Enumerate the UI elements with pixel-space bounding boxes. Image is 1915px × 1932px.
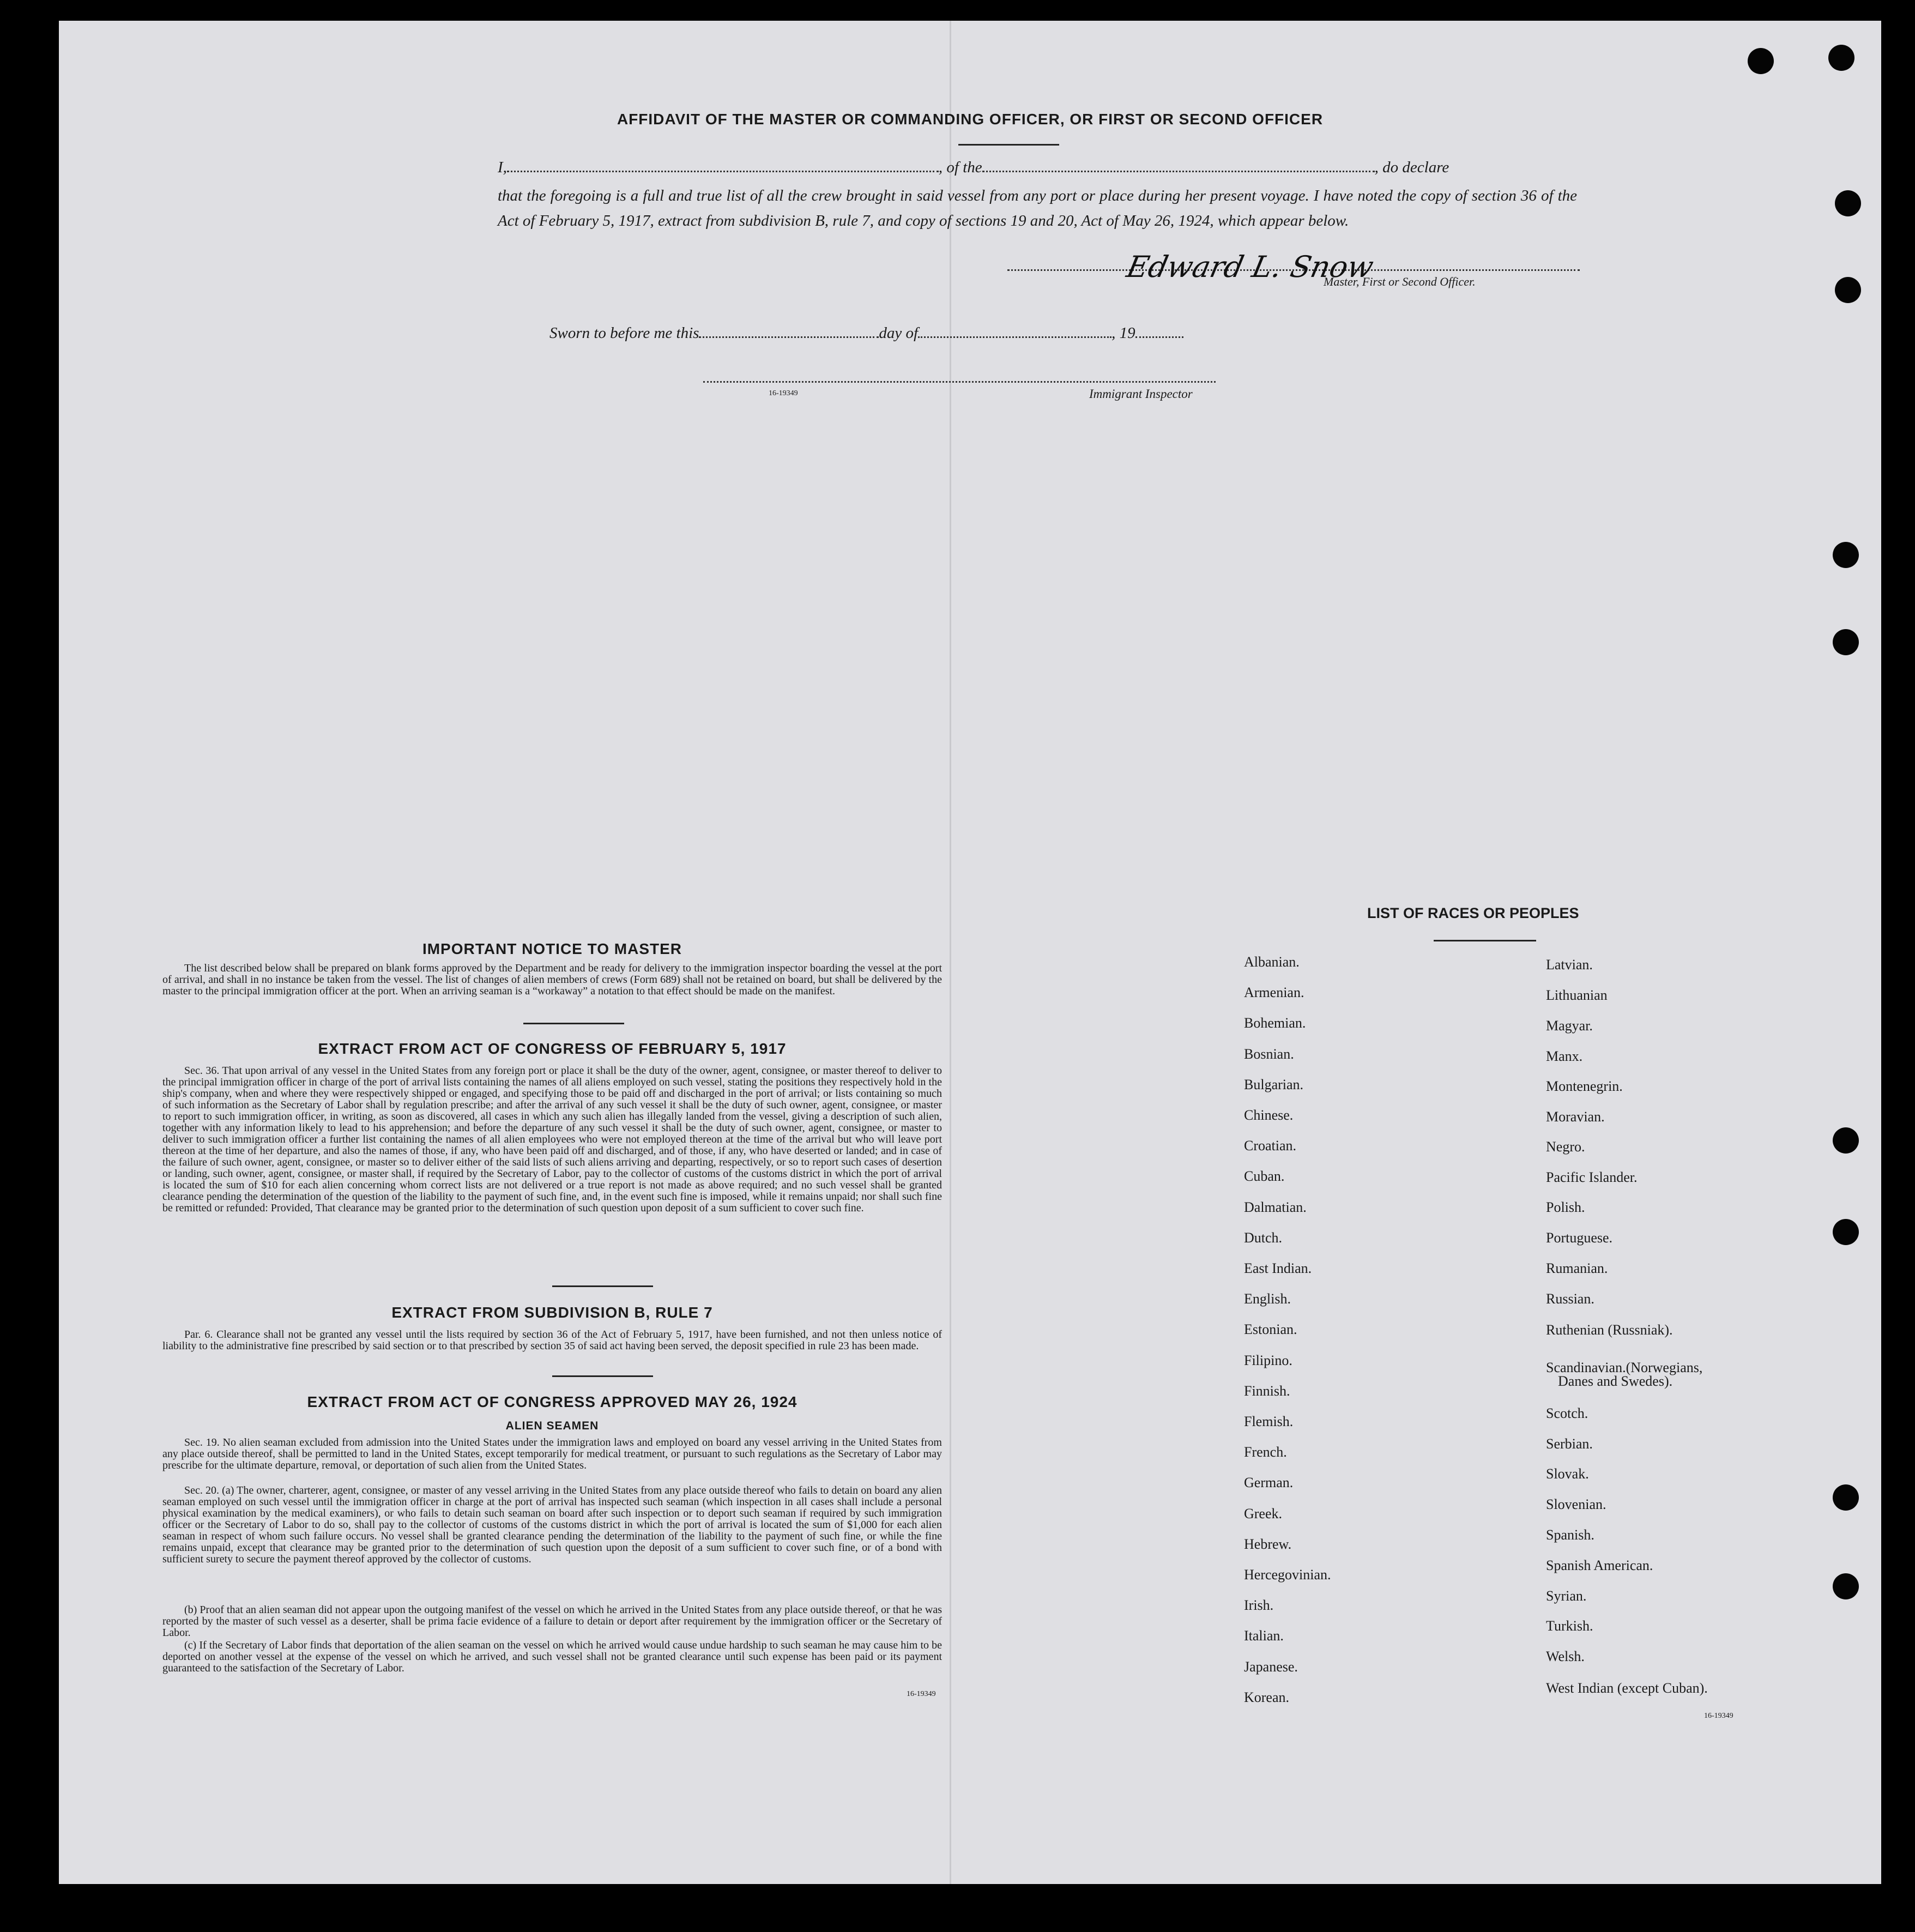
punch-hole — [1833, 1484, 1859, 1511]
sworn-month-blank[interactable] — [918, 336, 1111, 338]
race-item: Dalmatian. — [1244, 1199, 1307, 1215]
document-page — [59, 21, 1881, 1884]
extract-1917-text: Sec. 36. That upon arrival of any vessel in the United States from any foreign port or place it shall be the duty of the owner, agent, consignee, or master thereof to deliver to the principal immigration officer in charge of the port of arrival lists containing the names of all aliens employed on such vessel, stating the positions they respectively hold in the ship's company, when and where they were respectively shipped or engaged, and specifying those to be paid off and discharged in the port of arrival; or lists containing so much of such information as the Secretary of Labor shall by regulation prescribe; and after the arrival of any such vessel it shall be the duty of such owner, agent, consignee, or master to report to such immigration officer, in writing, as soon as discovered, all cases in which any such alien has illegally landed from the vessel, giving a description of such alien, together with any information likely to lead to his apprehension; and before the departure of any such vessel it shall be the duty of such owner, agent, consignee, or master to deliver to such immigration officer a further list containing the names of all alien employees who were not employed thereon at the time of the arrival but who will leave port thereon at the time of her departure, and also the names of those, if any, who have been paid off and discharged, and of those, if any, who have deserted or landed; and in case of the failure of such owner, agent, consignee, or master so to deliver either of the said lists of such aliens arriving and departing, respectively, or so to report such cases of desertion or landing, such owner, agent, consignee, or master shall, if required by the Secretary of Labor, pay to the collector of customs of the customs district in which the port of arrival is located the sum of $10 for each alien concerning whom correct lists are not delivered or a true report is not made as above required; and no such vessel shall be granted clearance pending the determination of the question of the liability to the payment of such fine, and, in the event such fine is imposed, while it remains unpaid; nor shall such fine be remitted or refunded: Provided, That clearance may be granted prior to the determination of such question upon deposit of a sum sufficient to cover such fine. — [162, 1065, 942, 1214]
punch-hole — [1833, 1573, 1859, 1599]
race-item: Hercegovinian. — [1244, 1567, 1331, 1583]
race-item: Lithuanian — [1546, 987, 1608, 1003]
affidavit-body: that the foregoing is a full and true list of all the crew brought in said vessel from any port or place during her present voyage. I have noted the copy of section 36 of the Act of February 5, 1917, extract from subdivision B, rule 7, and copy of sections 19 and 20, Act of May 26, 1924, which appear below. — [498, 187, 1577, 230]
sworn-start: Sworn to before me this — [549, 324, 699, 342]
sec20a-text: Sec. 20. (a) The owner, charterer, agent, consignee, or master of any vessel arriving in the United States from any place outside thereof who fails to detain on board any alien seaman employed on such vessel until the immigration officer in charge at the port of arrival has inspected such seaman (which inspection in all cases shall include a personal physical examination by the medical examiners), or who fails to detain such seaman on board after such inspection or to deport such seaman if required by such immigration officer or the Secretary of Labor to do so, shall pay to the collector of customs of the customs district in which the port of arrival is located the sum of $1,000 for each alien seaman in respect of whom such failure occurs. No vessel shall be granted clearance pending the determination of the liability to the payment of such fine, or while the fine remains unpaid, except that clearance may be granted prior to the determination of such question upon the deposit of a sum sufficient to cover such fine, or of a bond with sufficient surety to secure the payment thereof approved by the collector of customs. — [162, 1484, 942, 1565]
race-item: Slovak. — [1546, 1466, 1589, 1482]
form-number-right: 16-19349 — [1704, 1712, 1733, 1720]
title-rule — [958, 144, 1059, 146]
extract-1924-title: EXTRACT FROM ACT OF CONGRESS APPROVED MAY 26, 1924 — [307, 1393, 798, 1410]
affidavit-title: AFFIDAVIT OF THE MASTER OR COMMANDING OFFICER, OR FIRST OR SECOND OFFICER — [617, 111, 1324, 128]
declaration-mid: , of the — [938, 159, 982, 176]
race-item: Slovenian. — [1546, 1496, 1606, 1512]
race-item: Albanian. — [1244, 954, 1300, 970]
punch-hole — [1833, 542, 1859, 568]
sworn-date-blank[interactable] — [699, 336, 879, 338]
race-item: Finnish. — [1244, 1382, 1290, 1399]
race-item: Dutch. — [1244, 1229, 1283, 1246]
race-item: Moravian. — [1546, 1109, 1605, 1125]
punch-hole — [1828, 45, 1854, 71]
race-item: Scotch. — [1546, 1405, 1588, 1421]
sworn-day-label: day of — [879, 324, 919, 342]
race-item: Italian. — [1244, 1628, 1284, 1644]
punch-hole — [1835, 277, 1861, 303]
race-item: Bulgarian. — [1244, 1076, 1304, 1092]
race-item: Scandinavian.(Norwegians, — [1546, 1360, 1703, 1375]
signature: Edward L. Snow — [1123, 250, 1377, 284]
race-item: Irish. — [1244, 1597, 1274, 1614]
notice-title: IMPORTANT NOTICE TO MASTER — [422, 940, 682, 957]
rule7-rule — [552, 1375, 653, 1377]
race-item: Manx. — [1546, 1048, 1583, 1064]
race-item: Danes and Swedes). — [1558, 1373, 1673, 1389]
races-rule — [1434, 940, 1536, 941]
race-item: Polish. — [1546, 1199, 1585, 1215]
inspector-caption: Immigrant Inspector — [1089, 387, 1193, 401]
race-item: Bohemian. — [1244, 1015, 1306, 1031]
declaration-start: I, — [498, 159, 507, 176]
race-item: Negro. — [1546, 1139, 1585, 1155]
name-blank[interactable] — [507, 170, 939, 172]
notice-rule — [523, 1023, 624, 1024]
race-item: Ruthenian (Russniak). — [1546, 1322, 1673, 1338]
alien-seamen-subtitle: ALIEN SEAMEN — [505, 1420, 599, 1432]
race-item: East Indian. — [1244, 1260, 1312, 1276]
race-item: Korean. — [1244, 1689, 1290, 1705]
race-item: Estonian. — [1244, 1321, 1297, 1338]
extract-1917-title: EXTRACT FROM ACT OF CONGRESS OF FEBRUARY 5, 1917 — [318, 1040, 787, 1057]
race-item: Bosnian. — [1244, 1046, 1294, 1062]
race-item: French. — [1244, 1444, 1287, 1460]
race-item: Latvian. — [1546, 957, 1593, 973]
vessel-blank[interactable] — [982, 170, 1375, 172]
punch-hole — [1833, 1127, 1859, 1154]
race-item: Montenegrin. — [1546, 1078, 1623, 1094]
sec20c-text: (c) If the Secretary of Labor finds that deportation of the alien seaman on the vessel on which he arrived would cause undue hardship to such seaman he may cause him to be deported on another vessel at the expense of the vessel on which he arrived, and such vessel shall not be granted clearance until such expense has been paid or its payment guaranteed to the satisfaction of the Secretary of Labor. — [162, 1639, 942, 1674]
affidavit-declaration-line — [498, 159, 1577, 177]
form-number-top: 16-19349 — [769, 389, 798, 397]
rule7-text: Par. 6. Clearance shall not be granted any vessel until the lists required by section 36 of the Act of February 5, 1917, have been furnished, and not then unless notice of liability to the administrative fine prescribed by said section or to that prescribed by section 35 of said act having been served, the deposit specified in rule 23 has been made. — [162, 1329, 942, 1352]
sec20b-text: (b) Proof that an alien seaman did not appear upon the outgoing manifest of the vessel on which he arrived in the United States from any place outside thereof, or that he was reported by the master of such vessel as a deserter, shall be prima facie evidence of a failure to detain or deport after requirement by the immigration officer or the Secretary of Labor. — [162, 1604, 942, 1639]
race-item: Croatian. — [1244, 1138, 1297, 1154]
race-item: Portuguese. — [1546, 1230, 1613, 1246]
race-item: Hebrew. — [1244, 1536, 1292, 1552]
race-item: Greek. — [1244, 1505, 1283, 1522]
sec19-text: Sec. 19. No alien seaman excluded from admission into the United States under the immigration laws and employed on board any vessel arriving in the United States from any place outside thereof, shall be permitted to land in the United States, except temporarily for medical treatment, or pursuant to such regulations as the Secretary of Labor may prescribe for the ultimate departure, removal, or deportation of such alien from the United States. — [162, 1436, 942, 1471]
notice-text: The list described below shall be prepared on blank forms approved by the Department and be ready for delivery to the immigration inspector boarding the vessel at the port of arrival, and shall in no instance be taken from the vessel. The list of changes of alien members of crews (Form 689) shall not be retained on board, but shall be delivered by the master to the principal immigration officer at the port. When an arriving seaman is a “workaway” a notation to that effect should be made on the manifest. — [162, 962, 942, 997]
race-item: Cuban. — [1244, 1168, 1285, 1185]
punch-hole — [1835, 190, 1861, 216]
signature-caption: Master, First or Second Officer. — [1324, 275, 1476, 288]
rule7-title: EXTRACT FROM SUBDIVISION B, RULE 7 — [391, 1304, 713, 1321]
sworn-year-blank[interactable] — [1135, 336, 1183, 338]
race-item: Magyar. — [1546, 1018, 1593, 1034]
race-item: Spanish American. — [1546, 1557, 1653, 1573]
race-item: Chinese. — [1244, 1107, 1294, 1123]
punch-hole — [1833, 629, 1859, 655]
race-item: Syrian. — [1546, 1588, 1587, 1604]
form-number-left: 16-19349 — [907, 1690, 936, 1698]
race-item: Turkish. — [1546, 1618, 1593, 1634]
declaration-end: , do declare — [1374, 159, 1449, 176]
races-title: LIST OF RACES OR PEOPLES — [1367, 905, 1579, 921]
race-item: Pacific Islander. — [1546, 1169, 1638, 1185]
race-item: Rumanian. — [1546, 1260, 1608, 1276]
punch-hole — [1833, 1219, 1859, 1245]
sworn-year-label: , 19 — [1111, 324, 1135, 342]
race-item: Welsh. — [1546, 1649, 1585, 1664]
race-item: English. — [1244, 1291, 1291, 1307]
inspector-signature-line — [703, 379, 1216, 383]
sworn-line — [549, 324, 1313, 342]
race-item: West Indian (except Cuban). — [1546, 1680, 1708, 1696]
page-fold — [950, 21, 951, 1884]
race-item: Armenian. — [1244, 985, 1304, 1001]
race-item: Spanish. — [1546, 1527, 1594, 1543]
race-item: Serbian. — [1546, 1436, 1593, 1452]
extract-1917-rule — [552, 1285, 653, 1287]
race-item: Japanese. — [1244, 1658, 1298, 1675]
race-item: German. — [1244, 1475, 1294, 1491]
race-item: Filipino. — [1244, 1352, 1292, 1368]
race-item: Russian. — [1546, 1291, 1594, 1307]
race-item: Flemish. — [1244, 1414, 1294, 1429]
punch-hole — [1748, 48, 1774, 74]
